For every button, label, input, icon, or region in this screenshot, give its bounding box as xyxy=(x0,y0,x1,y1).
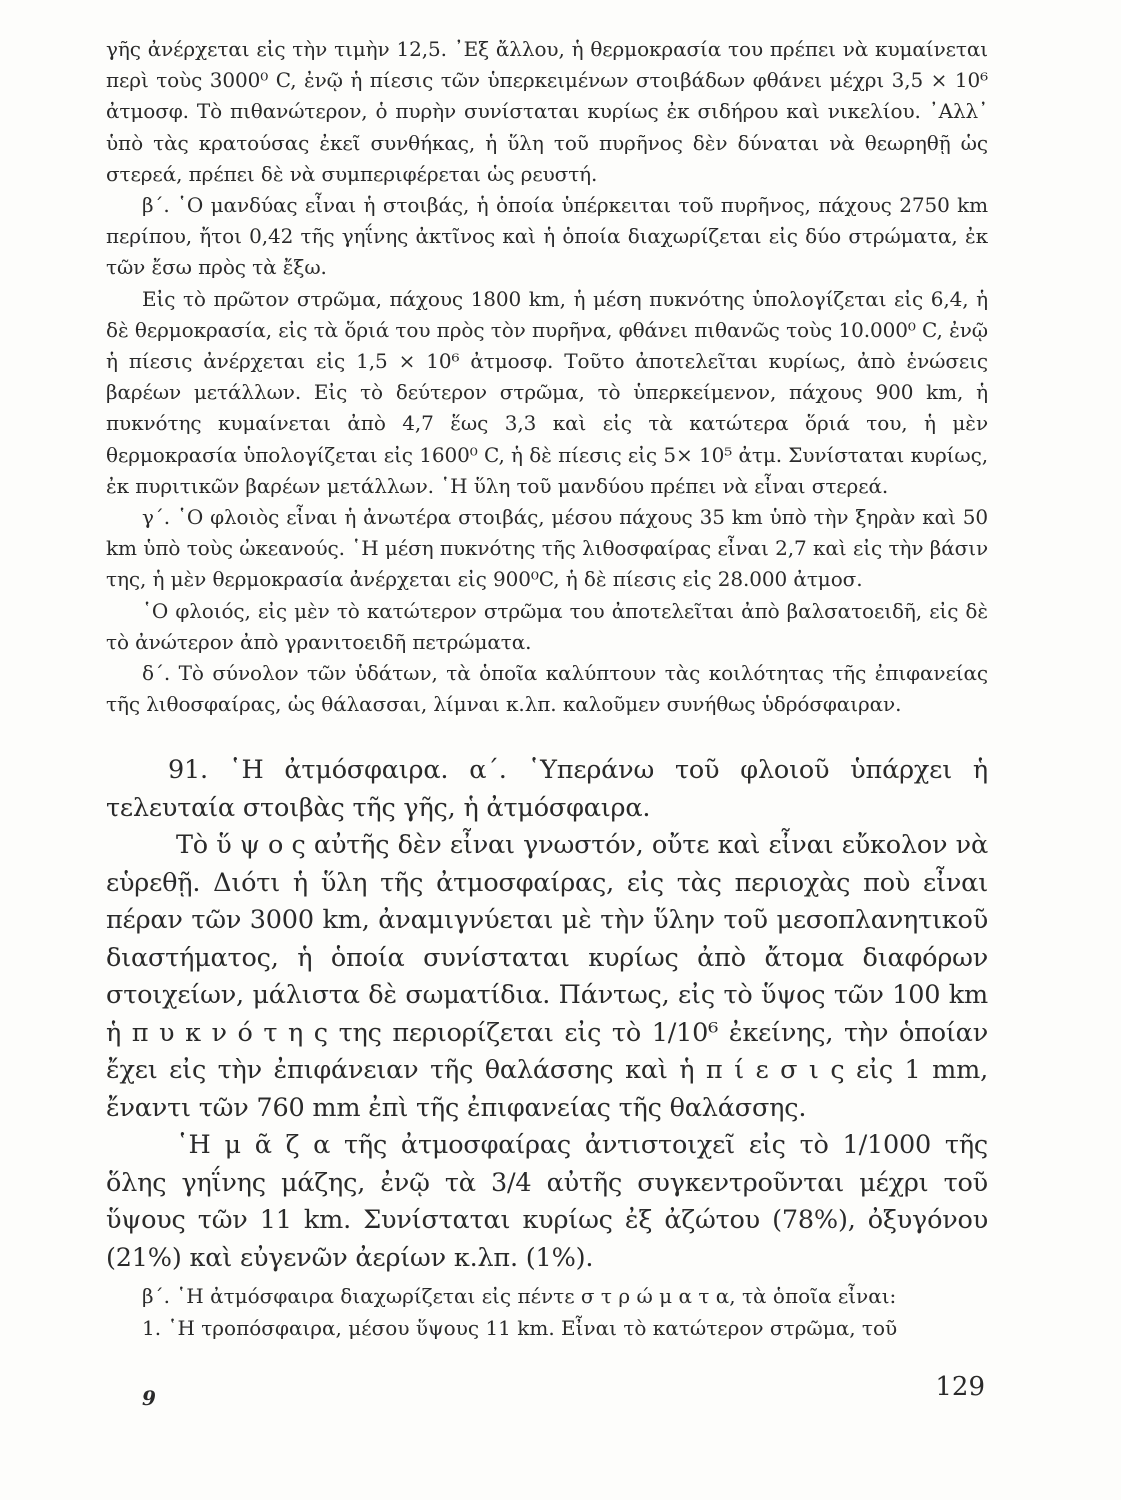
text-block-small xyxy=(106,34,988,720)
paragraph-height: Τὸ ὕ ψ ο ς αὐτῆς δὲν εἶναι γνωστόν, οὔτε καὶ εἶναι εὔκολον νὰ εὑρεθῇ. Διότι ἡ ὕλη τῆς ἀτμοσφαίρας, εἰς τὰς περιοχὰς ποὺ εἶναι πέραν τῶν 3000 km, ἀναμιγνύεται μὲ τὴν ὕλην τοῦ μεσοπλανητικοῦ διαστήματος, ἡ ὁποία συνίσταται κυρίως ἀπὸ ἄτομα διαφόρων στοιχείων, μάλιστα δὲ σωματίδια. Πάντως, εἰς τὸ ὕψος τῶν 100 km ἡ π υ κ ν ό τ η ς της περιορίζεται εἰς τὸ 1/10⁶ ἐκείνης, τὴν ὁποίαν ἔχει εἰς τὴν ἐπιφάνειαν τῆς θαλάσσης καὶ ἡ π ί ε σ ι ς εἰς 1 mm, ἔναντι τῶν 760 mm ἐπὶ τῆς ἐπιφανείας τῆς θαλάσσης. xyxy=(106,830,988,1123)
signature-mark: 9 xyxy=(142,1386,156,1410)
page-number: 129 xyxy=(935,1372,985,1402)
paragraph-layers-intro: β΄. ῾Η ἀτμόσφαιρα διαχωρίζεται εἰς πέντε σ τ ρ ώ μ α τ α, τὰ ὁποῖα εἶναι: xyxy=(142,1284,897,1309)
book-page xyxy=(106,34,988,1344)
text-block-layers xyxy=(106,1281,988,1343)
paragraph-mantle: β΄. ῾Ο μανδύας εἶναι ἡ στοιβάς, ἡ ὁποία ὑπέρκειται τοῦ πυρῆνος, πάχους 2750 km περίπου, ἤτοι 0,42 τῆς γηΐνης ἀκτῖνος καὶ ἡ ὁποία διαχωρίζεται εἰς δύο στρώματα, ἐκ τῶν ἔσω πρὸς τὰ ἔξω. xyxy=(106,193,988,280)
paragraph-hydrosphere: δ΄. Τὸ σύνολον τῶν ὑδάτων, τὰ ὁποῖα καλύπτουν τὰς κοιλότητας τῆς ἐπιφανείας τῆς λιθοσφαίρας, ὡς θάλασσαι, λίμναι κ.λπ. καλοῦμεν συνήθως ὑδρόσφαιραν. xyxy=(106,661,988,717)
paragraph-crust-layers: ῾Ο φλοιός, εἰς μὲν τὸ κατώτερον στρῶμα του ἀποτελεῖται ἀπὸ βαλσατοειδῆ, εἰς δὲ τὸ ἀνώτερον ἀπὸ γρανιτοειδῆ πετρώματα. xyxy=(106,598,988,654)
paragraph-troposphere: 1. ῾Η τροπόσφαιρα, μέσου ὕψους 11 km. Εἶναι τὸ κατώτερον στρῶμα, τοῦ xyxy=(142,1315,898,1340)
paragraph-mantle-layers: Εἰς τὸ πρῶτον στρῶμα, πάχους 1800 km, ἡ μέση πυκνότης ὑπολογίζεται εἰς 6,4, ἡ δὲ θερμοκρασία, εἰς τὰ ὅριά του πρὸς τὸν πυρῆνα, φθάνει πιθανῶς τοὺς 10.000⁰ C, ἐνῷ ἡ πίεσις ἀνέρχεται εἰς 1,5 × 10⁶ ἀτμοσφ. Τοῦτο ἀποτελεῖται κυρίως, ἀπὸ ἑνώσεις βαρέων μετάλλων. Εἰς τὸ δεύτερον στρῶμα, τὸ ὑπερκείμενον, πάχους 900 km, ἡ πυκνότης κυμαίνεται ἀπὸ 4,7 ἕως 3,3 καὶ εἰς τὰ κατώτερα ὅριά του, ἡ μὲν θερμοκρασία ὑπολογίζεται εἰς 1600⁰ C, ἡ δὲ πίεσις εἰς 5× 10⁵ ἀτμ. Συνίσταται κυρίως, ἐκ πυριτικῶν βαρέων μετάλλων. ῾Η ὕλη τοῦ μανδύου πρέπει νὰ εἶναι στερεά. xyxy=(106,286,988,498)
text-block-atmosphere xyxy=(106,752,988,1277)
section-heading-atmosphere: 91. ῾Η ἀτμόσφαιρα. α΄. ῾Υπεράνω τοῦ φλοιοῦ ὑπάρχει ἡ τελευταία στοιβὰς τῆς γῆς, ἡ ἀτμόσφαιρα. xyxy=(106,755,988,823)
paragraph-crust: γ΄. ῾Ο φλοιὸς εἶναι ἡ ἀνωτέρα στοιβάς, μέσου πάχους 35 km ὑπὸ τὴν ξηρὰν καὶ 50 km ὑπὸ τοὺς ὠκεανούς. ῾Η μέση πυκνότης τῆς λιθοσφαίρας εἶναι 2,7 καὶ εἰς τὴν βάσιν της, ἡ μὲν θερμοκρασία ἀνέρχεται εἰς 900⁰C, ἡ δὲ πίεσις εἰς 28.000 ἀτμοσ. xyxy=(106,505,988,592)
paragraph-mass: ῾Η μ ᾶ ζ α τῆς ἀτμοσφαίρας ἀντιστοιχεῖ εἰς τὸ 1/1000 τῆς ὅλης γηΐνης μάζης, ἐνῷ τὰ 3/4 αὐτῆς συγκεντροῦνται μέχρι τοῦ ὕψους τῶν 11 km. Συνίσταται κυρίως ἐξ ἀζώτου (78%), ὀξυγόνου (21%) καὶ εὐγενῶν ἀερίων κ.λπ. (1%). xyxy=(106,1130,988,1273)
paragraph-core: γῆς ἀνέρχεται εἰς τὴν τιμὴν 12,5. ᾿Εξ ἄλλου, ἡ θερμοκρασία του πρέπει νὰ κυμαίνεται περὶ τοὺς 3000⁰ C, ἐνῷ ἡ πίεσις τῶν ὑπερκειμένων στοιβάδων φθάνει μέχρι 3,5 × 10⁶ ἀτμοσφ. Τὸ πιθανώτερον, ὁ πυρὴν συνίσταται κυρίως ἐκ σιδήρου καὶ νικελίου. ᾿Αλλ᾿ ὑπὸ τὰς κρατούσας ἐκεῖ συνθήκας, ἡ ὕλη τοῦ πυρῆνος δὲν δύναται νὰ θεωρηθῇ ὡς στερεά, πρέπει δὲ νὰ συμπεριφέρεται ὡς ρευστή. xyxy=(106,37,988,186)
